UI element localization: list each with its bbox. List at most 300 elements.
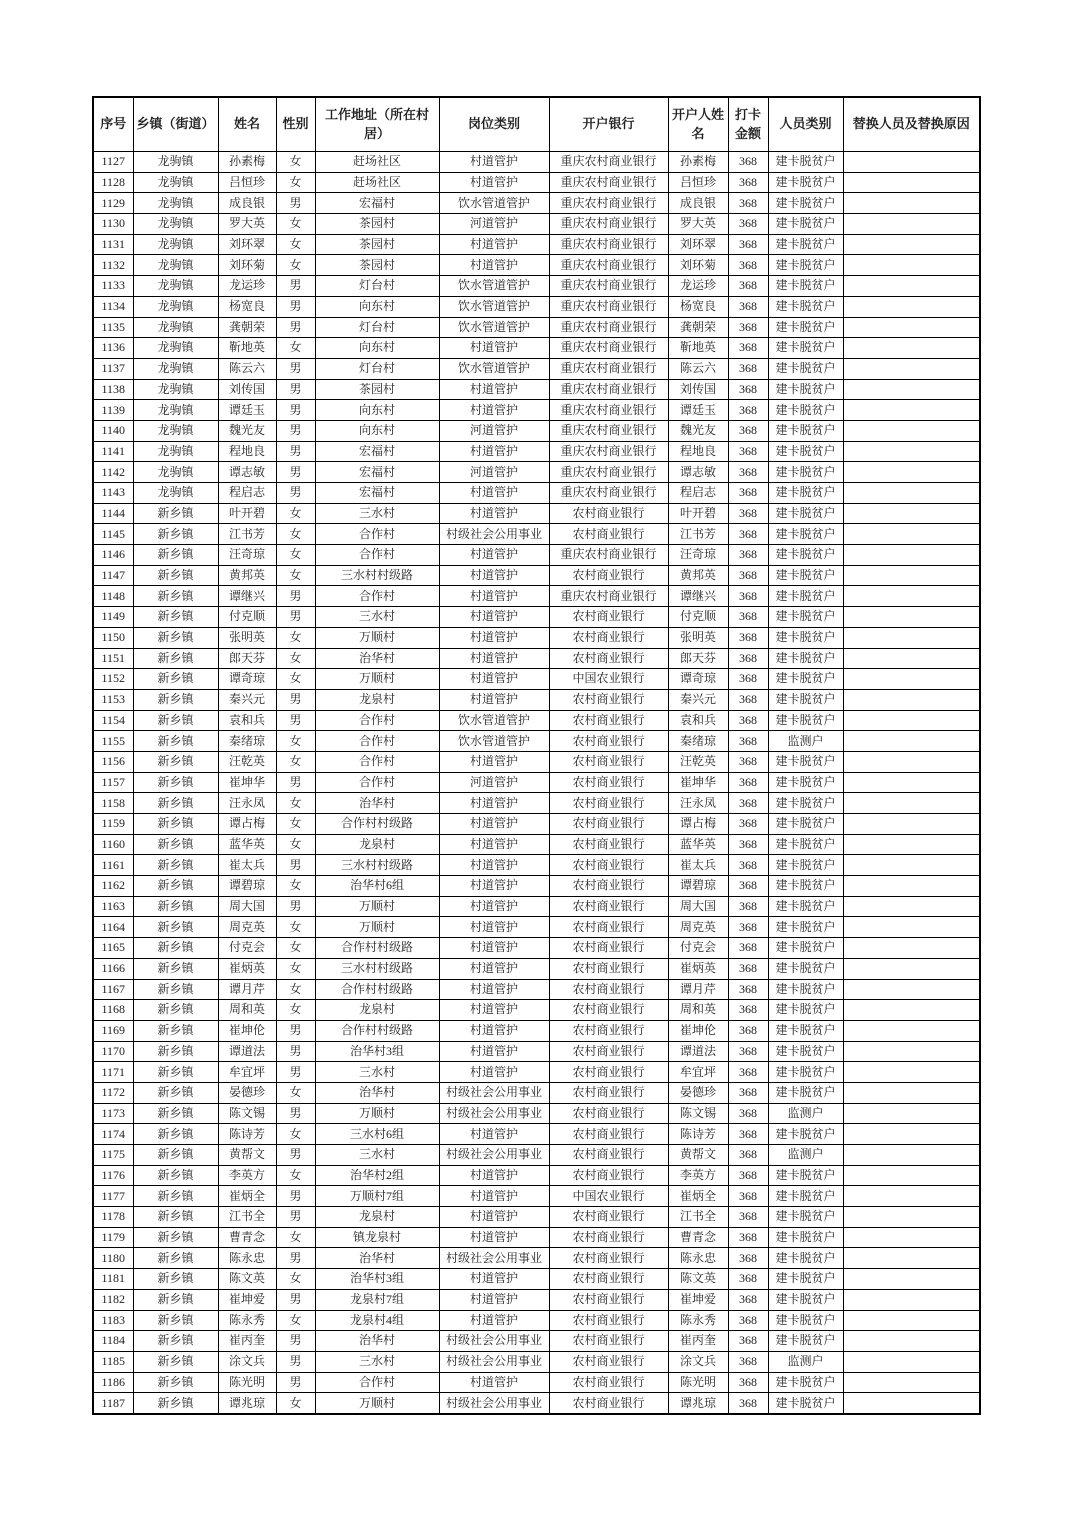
cell-account-holder-name: 陈诗芳 — [668, 1124, 728, 1145]
cell-personnel-category: 建卡脱贫户 — [768, 958, 843, 979]
cell-replacement-reason — [843, 772, 980, 793]
table-row — [93, 607, 980, 628]
cell-account-holder-name: 程启志 — [668, 483, 728, 504]
cell-personnel-category: 建卡脱贫户 — [768, 503, 843, 524]
cell-replacement-reason — [843, 1020, 980, 1041]
cell-gender: 女 — [276, 731, 315, 752]
cell-work-address: 镇龙泉村 — [315, 1227, 439, 1248]
cell-personnel-category: 建卡脱贫户 — [768, 441, 843, 462]
table-row — [93, 648, 980, 669]
cell-township: 龙驹镇 — [133, 214, 218, 235]
cell-post-category: 村道管护 — [439, 1310, 549, 1331]
cell-township: 新乡镇 — [133, 627, 218, 648]
cell-gender: 女 — [276, 793, 315, 814]
cell-work-address: 合作村村级路 — [315, 979, 439, 1000]
cell-post-category: 村道管护 — [439, 1165, 549, 1186]
cell-name: 靳地英 — [218, 338, 276, 359]
cell-post-category: 村道管护 — [439, 1289, 549, 1310]
table-row — [93, 545, 980, 566]
cell-gender: 女 — [276, 503, 315, 524]
cell-work-address: 龙泉村 — [315, 834, 439, 855]
cell-account-holder-name: 魏光友 — [668, 420, 728, 441]
cell-serial-number: 1176 — [93, 1165, 133, 1186]
cell-personnel-category: 建卡脱贫户 — [768, 586, 843, 607]
cell-personnel-category: 建卡脱贫户 — [768, 296, 843, 317]
cell-serial-number: 1160 — [93, 834, 133, 855]
cell-account-holder-name: 陈光明 — [668, 1372, 728, 1393]
cell-name: 龙运珍 — [218, 276, 276, 297]
table-row — [93, 234, 980, 255]
table-row — [93, 814, 980, 835]
cell-personnel-category: 建卡脱贫户 — [768, 524, 843, 545]
table-row — [93, 834, 980, 855]
cell-bank: 农村商业银行 — [549, 793, 668, 814]
cell-card-amount: 368 — [728, 627, 768, 648]
cell-name: 刘传国 — [218, 379, 276, 400]
cell-serial-number: 1172 — [93, 1082, 133, 1103]
cell-serial-number: 1170 — [93, 1041, 133, 1062]
cell-gender: 女 — [276, 648, 315, 669]
cell-gender: 女 — [276, 1165, 315, 1186]
cell-replacement-reason — [843, 1351, 980, 1372]
cell-bank: 农村商业银行 — [549, 917, 668, 938]
roster-table — [92, 96, 981, 1415]
cell-bank: 重庆农村商业银行 — [549, 545, 668, 566]
cell-replacement-reason — [843, 255, 980, 276]
cell-replacement-reason — [843, 876, 980, 897]
cell-card-amount: 368 — [728, 958, 768, 979]
column-header-work-address: 工作地址（所在村居） — [315, 97, 439, 152]
column-header-post-category: 岗位类别 — [439, 97, 549, 152]
cell-personnel-category: 建卡脱贫户 — [768, 317, 843, 338]
cell-township: 新乡镇 — [133, 1248, 218, 1269]
cell-post-category: 村级社会公用事业 — [439, 1351, 549, 1372]
cell-serial-number: 1166 — [93, 958, 133, 979]
cell-serial-number: 1179 — [93, 1227, 133, 1248]
cell-card-amount: 368 — [728, 1351, 768, 1372]
cell-gender: 男 — [276, 358, 315, 379]
cell-post-category: 村道管护 — [439, 855, 549, 876]
cell-card-amount: 368 — [728, 979, 768, 1000]
cell-gender: 男 — [276, 1248, 315, 1269]
cell-work-address: 赶场社区 — [315, 152, 439, 173]
cell-card-amount: 368 — [728, 1020, 768, 1041]
cell-bank: 农村商业银行 — [549, 1124, 668, 1145]
cell-replacement-reason — [843, 938, 980, 959]
cell-account-holder-name: 周克英 — [668, 917, 728, 938]
cell-serial-number: 1127 — [93, 152, 133, 173]
cell-name: 陈诗芳 — [218, 1124, 276, 1145]
cell-township: 新乡镇 — [133, 648, 218, 669]
cell-replacement-reason — [843, 1124, 980, 1145]
cell-serial-number: 1150 — [93, 627, 133, 648]
cell-post-category: 村道管护 — [439, 814, 549, 835]
cell-township: 新乡镇 — [133, 503, 218, 524]
column-header-card-amount: 打卡金额 — [728, 97, 768, 152]
cell-name: 曹青念 — [218, 1227, 276, 1248]
cell-name: 刘环菊 — [218, 255, 276, 276]
cell-serial-number: 1149 — [93, 607, 133, 628]
cell-account-holder-name: 汪乾英 — [668, 751, 728, 772]
cell-name: 谭志敏 — [218, 462, 276, 483]
cell-name: 成良银 — [218, 193, 276, 214]
cell-bank: 重庆农村商业银行 — [549, 400, 668, 421]
cell-work-address: 万顺村 — [315, 1103, 439, 1124]
cell-bank: 重庆农村商业银行 — [549, 317, 668, 338]
cell-bank: 重庆农村商业银行 — [549, 214, 668, 235]
cell-bank: 农村商业银行 — [549, 1310, 668, 1331]
table-row — [93, 317, 980, 338]
cell-serial-number: 1131 — [93, 234, 133, 255]
cell-work-address: 宏福村 — [315, 483, 439, 504]
cell-personnel-category: 建卡脱贫户 — [768, 627, 843, 648]
cell-work-address: 三水村6组 — [315, 1124, 439, 1145]
cell-bank: 农村商业银行 — [549, 979, 668, 1000]
cell-personnel-category: 建卡脱贫户 — [768, 1186, 843, 1207]
table-row — [93, 338, 980, 359]
cell-replacement-reason — [843, 627, 980, 648]
cell-serial-number: 1138 — [93, 379, 133, 400]
cell-name: 周和英 — [218, 1000, 276, 1021]
cell-personnel-category: 建卡脱贫户 — [768, 1227, 843, 1248]
cell-post-category: 村道管护 — [439, 1372, 549, 1393]
cell-personnel-category: 建卡脱贫户 — [768, 1207, 843, 1228]
cell-serial-number: 1128 — [93, 172, 133, 193]
cell-replacement-reason — [843, 420, 980, 441]
cell-name: 叶开碧 — [218, 503, 276, 524]
cell-gender: 女 — [276, 669, 315, 690]
cell-work-address: 龙泉村 — [315, 689, 439, 710]
cell-work-address: 三水村 — [315, 503, 439, 524]
cell-township: 新乡镇 — [133, 958, 218, 979]
cell-bank: 重庆农村商业银行 — [549, 152, 668, 173]
cell-township: 龙驹镇 — [133, 234, 218, 255]
cell-post-category: 饮水管道管护 — [439, 358, 549, 379]
cell-work-address: 龙泉村 — [315, 1207, 439, 1228]
cell-name: 崔太兵 — [218, 855, 276, 876]
cell-account-holder-name: 牟宜坪 — [668, 1062, 728, 1083]
cell-township: 新乡镇 — [133, 814, 218, 835]
cell-serial-number: 1163 — [93, 896, 133, 917]
column-header-replacement-reason: 替换人员及替换原因 — [843, 97, 980, 152]
cell-personnel-category: 建卡脱贫户 — [768, 1041, 843, 1062]
column-header-account-holder-name: 开户人姓名 — [668, 97, 728, 152]
cell-card-amount: 368 — [728, 731, 768, 752]
table-row — [93, 958, 980, 979]
cell-bank: 农村商业银行 — [549, 1372, 668, 1393]
cell-serial-number: 1159 — [93, 814, 133, 835]
cell-card-amount: 368 — [728, 441, 768, 462]
cell-account-holder-name: 黄邦英 — [668, 565, 728, 586]
table-row — [93, 276, 980, 297]
cell-work-address: 治华村 — [315, 1248, 439, 1269]
table-row — [93, 876, 980, 897]
cell-name: 陈云六 — [218, 358, 276, 379]
cell-bank: 农村商业银行 — [549, 731, 668, 752]
cell-bank: 重庆农村商业银行 — [549, 255, 668, 276]
cell-personnel-category: 建卡脱贫户 — [768, 689, 843, 710]
cell-account-holder-name: 程地良 — [668, 441, 728, 462]
cell-township: 新乡镇 — [133, 1310, 218, 1331]
cell-replacement-reason — [843, 1186, 980, 1207]
cell-account-holder-name: 涂文兵 — [668, 1351, 728, 1372]
cell-gender: 男 — [276, 896, 315, 917]
cell-post-category: 村道管护 — [439, 1227, 549, 1248]
cell-bank: 农村商业银行 — [549, 814, 668, 835]
cell-bank: 农村商业银行 — [549, 1000, 668, 1021]
cell-account-holder-name: 谭奇琼 — [668, 669, 728, 690]
cell-serial-number: 1177 — [93, 1186, 133, 1207]
cell-post-category: 村道管护 — [439, 917, 549, 938]
cell-post-category: 河道管护 — [439, 420, 549, 441]
cell-replacement-reason — [843, 358, 980, 379]
cell-bank: 重庆农村商业银行 — [549, 420, 668, 441]
table-row — [93, 917, 980, 938]
cell-name: 崔炳英 — [218, 958, 276, 979]
cell-name: 谭奇琼 — [218, 669, 276, 690]
cell-gender: 女 — [276, 255, 315, 276]
cell-gender: 男 — [276, 1372, 315, 1393]
cell-work-address: 合作村 — [315, 710, 439, 731]
cell-bank: 农村商业银行 — [549, 1020, 668, 1041]
cell-post-category: 村道管护 — [439, 338, 549, 359]
cell-serial-number: 1164 — [93, 917, 133, 938]
cell-name: 杨宽良 — [218, 296, 276, 317]
cell-account-holder-name: 蓝华英 — [668, 834, 728, 855]
cell-personnel-category: 建卡脱贫户 — [768, 1020, 843, 1041]
cell-work-address: 万顺村 — [315, 917, 439, 938]
cell-serial-number: 1154 — [93, 710, 133, 731]
cell-replacement-reason — [843, 669, 980, 690]
cell-post-category: 村道管护 — [439, 958, 549, 979]
cell-card-amount: 368 — [728, 1393, 768, 1414]
cell-replacement-reason — [843, 296, 980, 317]
cell-name: 汪奇琼 — [218, 545, 276, 566]
cell-bank: 农村商业银行 — [549, 1393, 668, 1414]
cell-post-category: 村道管护 — [439, 979, 549, 1000]
cell-personnel-category: 建卡脱贫户 — [768, 1248, 843, 1269]
cell-bank: 重庆农村商业银行 — [549, 296, 668, 317]
cell-gender: 女 — [276, 338, 315, 359]
cell-work-address: 合作村 — [315, 524, 439, 545]
cell-personnel-category: 建卡脱贫户 — [768, 793, 843, 814]
cell-personnel-category: 建卡脱贫户 — [768, 1082, 843, 1103]
column-header-bank: 开户银行 — [549, 97, 668, 152]
cell-work-address: 向东村 — [315, 296, 439, 317]
cell-serial-number: 1173 — [93, 1103, 133, 1124]
cell-work-address: 合作村村级路 — [315, 814, 439, 835]
cell-gender: 女 — [276, 1082, 315, 1103]
cell-account-holder-name: 郎天芬 — [668, 648, 728, 669]
cell-serial-number: 1140 — [93, 420, 133, 441]
cell-card-amount: 368 — [728, 1269, 768, 1290]
cell-card-amount: 368 — [728, 1310, 768, 1331]
cell-post-category: 村道管护 — [439, 379, 549, 400]
cell-post-category: 村道管护 — [439, 896, 549, 917]
table-row — [93, 1000, 980, 1021]
cell-account-holder-name: 龚朝荣 — [668, 317, 728, 338]
cell-township: 新乡镇 — [133, 524, 218, 545]
cell-replacement-reason — [843, 1372, 980, 1393]
table-row — [93, 172, 980, 193]
cell-work-address: 向东村 — [315, 420, 439, 441]
cell-replacement-reason — [843, 793, 980, 814]
cell-account-holder-name: 谭占梅 — [668, 814, 728, 835]
cell-bank: 重庆农村商业银行 — [549, 358, 668, 379]
cell-bank: 重庆农村商业银行 — [549, 234, 668, 255]
cell-post-category: 河道管护 — [439, 462, 549, 483]
cell-gender: 男 — [276, 1041, 315, 1062]
table-row — [93, 979, 980, 1000]
cell-account-holder-name: 崔炳英 — [668, 958, 728, 979]
cell-name: 江书芳 — [218, 524, 276, 545]
cell-name: 黄邦英 — [218, 565, 276, 586]
cell-post-category: 村道管护 — [439, 1041, 549, 1062]
cell-serial-number: 1153 — [93, 689, 133, 710]
table-row — [93, 1041, 980, 1062]
cell-post-category: 村道管护 — [439, 1269, 549, 1290]
cell-township: 新乡镇 — [133, 669, 218, 690]
cell-bank: 重庆农村商业银行 — [549, 483, 668, 504]
cell-bank: 农村商业银行 — [549, 751, 668, 772]
cell-replacement-reason — [843, 441, 980, 462]
cell-post-category: 村道管护 — [439, 793, 549, 814]
cell-township: 新乡镇 — [133, 938, 218, 959]
cell-work-address: 茶园村 — [315, 255, 439, 276]
cell-name: 蓝华英 — [218, 834, 276, 855]
cell-card-amount: 368 — [728, 379, 768, 400]
cell-township: 龙驹镇 — [133, 379, 218, 400]
cell-serial-number: 1148 — [93, 586, 133, 607]
cell-replacement-reason — [843, 1062, 980, 1083]
cell-township: 龙驹镇 — [133, 358, 218, 379]
cell-bank: 重庆农村商业银行 — [549, 462, 668, 483]
cell-account-holder-name: 罗大英 — [668, 214, 728, 235]
cell-account-holder-name: 曹青念 — [668, 1227, 728, 1248]
cell-replacement-reason — [843, 400, 980, 421]
cell-account-holder-name: 叶开碧 — [668, 503, 728, 524]
cell-replacement-reason — [843, 855, 980, 876]
cell-gender: 男 — [276, 1186, 315, 1207]
cell-account-holder-name: 刘环菊 — [668, 255, 728, 276]
cell-work-address: 宏福村 — [315, 441, 439, 462]
table-row — [93, 524, 980, 545]
cell-personnel-category: 建卡脱贫户 — [768, 876, 843, 897]
cell-township: 龙驹镇 — [133, 317, 218, 338]
cell-work-address: 治华村 — [315, 648, 439, 669]
cell-bank: 农村商业银行 — [549, 1331, 668, 1352]
cell-work-address: 治华村 — [315, 793, 439, 814]
cell-card-amount: 368 — [728, 524, 768, 545]
table-row — [93, 896, 980, 917]
cell-gender: 男 — [276, 1289, 315, 1310]
cell-replacement-reason — [843, 751, 980, 772]
cell-work-address: 合作村 — [315, 772, 439, 793]
cell-township: 新乡镇 — [133, 793, 218, 814]
cell-bank: 农村商业银行 — [549, 1062, 668, 1083]
table-row — [93, 1020, 980, 1041]
cell-account-holder-name: 陈文英 — [668, 1269, 728, 1290]
cell-name: 谭继兴 — [218, 586, 276, 607]
cell-serial-number: 1136 — [93, 338, 133, 359]
cell-name: 谭道法 — [218, 1041, 276, 1062]
table-row — [93, 483, 980, 504]
cell-serial-number: 1144 — [93, 503, 133, 524]
cell-card-amount: 368 — [728, 669, 768, 690]
cell-work-address: 茶园村 — [315, 379, 439, 400]
cell-gender: 女 — [276, 917, 315, 938]
cell-work-address: 向东村 — [315, 338, 439, 359]
cell-personnel-category: 建卡脱贫户 — [768, 1372, 843, 1393]
table-row — [93, 214, 980, 235]
cell-serial-number: 1146 — [93, 545, 133, 566]
cell-card-amount: 368 — [728, 772, 768, 793]
cell-post-category: 村道管护 — [439, 607, 549, 628]
cell-account-holder-name: 谭月芹 — [668, 979, 728, 1000]
cell-work-address: 三水村 — [315, 1351, 439, 1372]
cell-card-amount: 368 — [728, 296, 768, 317]
cell-account-holder-name: 周和英 — [668, 1000, 728, 1021]
cell-personnel-category: 建卡脱贫户 — [768, 172, 843, 193]
cell-bank: 农村商业银行 — [549, 876, 668, 897]
cell-name: 崔坤爱 — [218, 1289, 276, 1310]
cell-replacement-reason — [843, 814, 980, 835]
cell-bank: 中国农业银行 — [549, 669, 668, 690]
cell-replacement-reason — [843, 1103, 980, 1124]
cell-personnel-category: 建卡脱贫户 — [768, 379, 843, 400]
cell-replacement-reason — [843, 1207, 980, 1228]
cell-account-holder-name: 刘环翠 — [668, 234, 728, 255]
cell-replacement-reason — [843, 565, 980, 586]
cell-post-category: 村道管护 — [439, 586, 549, 607]
table-row — [93, 1103, 980, 1124]
cell-replacement-reason — [843, 1310, 980, 1331]
cell-work-address: 灯台村 — [315, 317, 439, 338]
cell-card-amount: 368 — [728, 172, 768, 193]
header-row — [93, 97, 980, 152]
cell-account-holder-name: 崔坤华 — [668, 772, 728, 793]
column-header-serial-number: 序号 — [93, 97, 133, 152]
cell-card-amount: 368 — [728, 1207, 768, 1228]
cell-gender: 女 — [276, 1269, 315, 1290]
cell-personnel-category: 建卡脱贫户 — [768, 483, 843, 504]
cell-post-category: 村道管护 — [439, 400, 549, 421]
cell-name: 谭月芹 — [218, 979, 276, 1000]
cell-township: 新乡镇 — [133, 1020, 218, 1041]
cell-post-category: 村道管护 — [439, 1186, 549, 1207]
cell-bank: 农村商业银行 — [549, 1103, 668, 1124]
cell-township: 新乡镇 — [133, 710, 218, 731]
cell-personnel-category: 建卡脱贫户 — [768, 1062, 843, 1083]
cell-gender: 女 — [276, 938, 315, 959]
cell-name: 陈光明 — [218, 1372, 276, 1393]
cell-work-address: 茶园村 — [315, 234, 439, 255]
cell-serial-number: 1142 — [93, 462, 133, 483]
cell-gender: 女 — [276, 751, 315, 772]
table-row — [93, 400, 980, 421]
cell-replacement-reason — [843, 689, 980, 710]
cell-township: 新乡镇 — [133, 607, 218, 628]
cell-gender: 女 — [276, 565, 315, 586]
cell-gender: 女 — [276, 814, 315, 835]
cell-bank: 农村商业银行 — [549, 896, 668, 917]
cell-replacement-reason — [843, 214, 980, 235]
cell-bank: 重庆农村商业银行 — [549, 193, 668, 214]
cell-township: 新乡镇 — [133, 1227, 218, 1248]
cell-replacement-reason — [843, 1248, 980, 1269]
cell-name: 吕恒珍 — [218, 172, 276, 193]
cell-account-holder-name: 吕恒珍 — [668, 172, 728, 193]
